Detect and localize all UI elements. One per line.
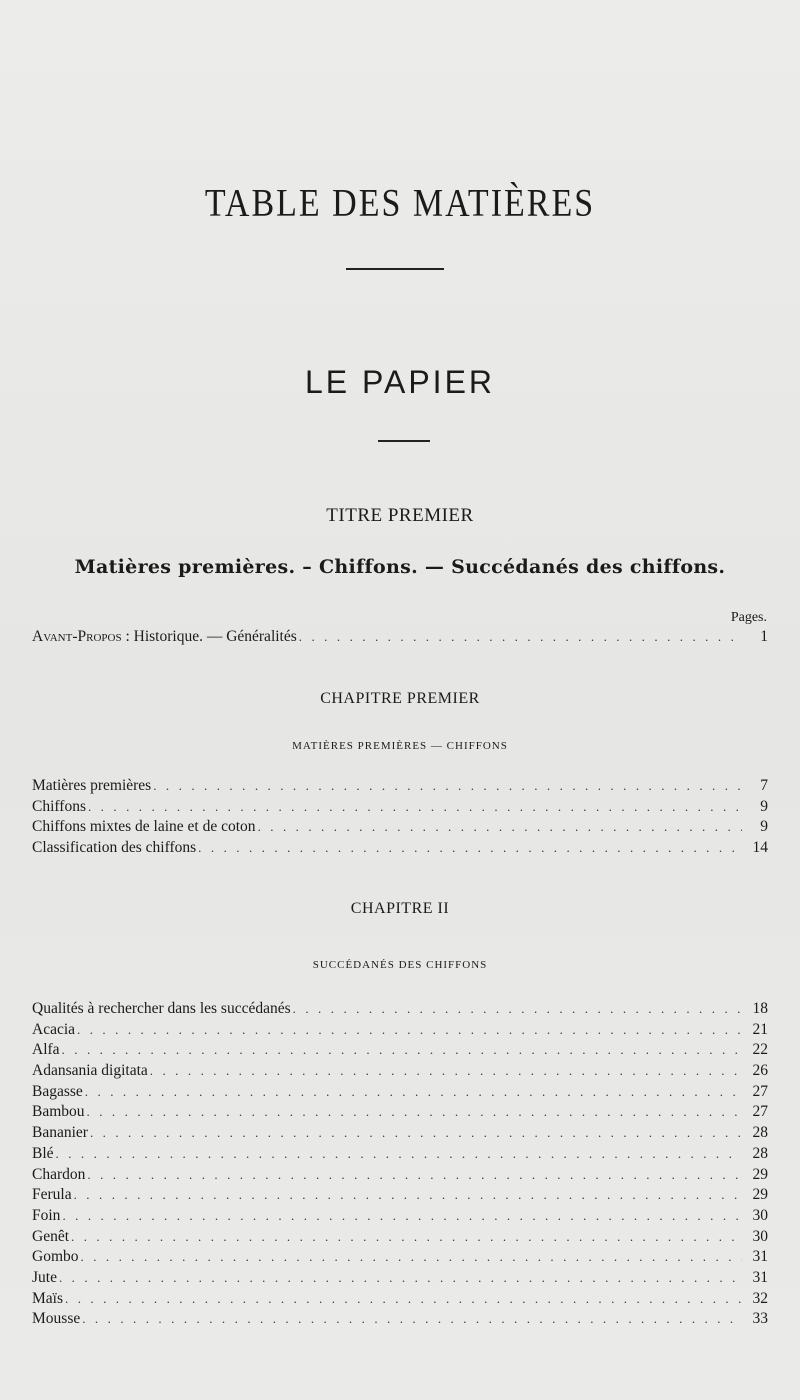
toc-page: 9 [760, 797, 768, 815]
toc-label: Genêt [32, 1227, 70, 1245]
pages-column-label: Pages. [730, 610, 767, 625]
toc-page: 27 [752, 1082, 768, 1100]
dot-leader [88, 797, 742, 818]
toc-row [32, 627, 768, 648]
toc-page: 22 [752, 1041, 768, 1059]
dot-leader [59, 1268, 742, 1289]
toc-label: Ferula [32, 1186, 72, 1204]
toc-row [32, 1206, 768, 1227]
dot-leader [62, 1040, 742, 1061]
dot-leader [87, 1102, 742, 1123]
toc-label: Gombo [32, 1248, 79, 1266]
toc-label: Chiffons [32, 797, 86, 815]
toc-label: Blé [32, 1144, 54, 1162]
toc-page: 31 [752, 1248, 768, 1266]
toc-page: 29 [752, 1165, 768, 1183]
toc-page: 31 [752, 1268, 768, 1286]
toc-page: 1 [760, 628, 768, 645]
toc-page: 28 [752, 1124, 768, 1142]
dot-leader [293, 999, 742, 1020]
toc-page: 33 [752, 1310, 768, 1328]
toc-page: 7 [760, 777, 768, 794]
toc-page: 21 [752, 1020, 768, 1038]
dot-leader [153, 776, 742, 797]
toc-row [32, 1309, 768, 1330]
dot-leader [71, 1227, 742, 1248]
toc-row [32, 776, 768, 797]
dot-leader [198, 838, 742, 859]
toc-label-smallcaps: Avant-Propos [32, 628, 122, 645]
toc-page: 29 [752, 1186, 768, 1204]
toc-row [32, 1165, 768, 1186]
toc-label: Bananier [32, 1124, 88, 1142]
dot-leader [150, 1061, 742, 1082]
toc-row [32, 1061, 768, 1082]
toc-label: Adansania digitata [32, 1062, 148, 1080]
toc-label: Mousse [32, 1310, 81, 1328]
dot-leader [90, 1123, 742, 1144]
dot-leader [56, 1144, 742, 1165]
toc-label [32, 627, 299, 648]
toc-row [32, 1020, 768, 1041]
toc-page: 26 [752, 1062, 768, 1080]
toc-label: Matières premières [32, 777, 152, 794]
dot-leader [65, 1289, 742, 1310]
dot-leader [299, 627, 742, 648]
toc-label: Foin [32, 1206, 61, 1224]
titre-subtitle: Matières premières. – Chiffons. — Succédanés des chiffons. [74, 556, 726, 578]
toc-row [32, 838, 768, 859]
toc-row [32, 1227, 768, 1248]
toc-page: 27 [752, 1103, 768, 1121]
toc-label-rest: : Historique. — Généralités [121, 628, 297, 645]
toc-label: Acacia [32, 1020, 76, 1038]
toc-row [32, 817, 768, 838]
chapter2-heading: CHAPITRE II [350, 900, 450, 917]
titre-heading: TITRE PREMIER [326, 505, 474, 526]
toc-page: 30 [752, 1206, 768, 1224]
toc-row [32, 1040, 768, 1061]
toc-page: 18 [752, 1000, 768, 1017]
toc-label: Chiffons mixtes de laine et de coton [32, 818, 256, 836]
chapter1-entries [32, 776, 768, 859]
toc-row [32, 797, 768, 818]
toc-label: Alfa [32, 1041, 60, 1059]
dot-leader [258, 817, 742, 838]
dot-leader [62, 1206, 742, 1227]
dot-leader [81, 1247, 743, 1268]
toc-label: Classification des chiffons [32, 839, 197, 857]
intro-entry [32, 627, 768, 648]
dot-leader [77, 1020, 742, 1041]
toc-row [32, 999, 768, 1020]
toc-row [32, 1102, 768, 1123]
toc-label: Maïs [32, 1289, 63, 1307]
toc-label: Jute [32, 1268, 57, 1286]
toc-row [32, 1082, 768, 1103]
toc-row [32, 1268, 768, 1289]
toc-label: Chardon [32, 1165, 86, 1183]
toc-row [32, 1289, 768, 1310]
toc-page: 30 [752, 1227, 768, 1245]
chapter1-subheading: MATIÈRES PREMIÈRES — CHIFFONS [292, 740, 508, 752]
toc-row [32, 1123, 768, 1144]
toc-page: 14 [752, 839, 768, 857]
chapter2-entries [32, 999, 768, 1330]
toc-label: Qualités à rechercher dans les succédanés [32, 1000, 291, 1017]
part-title: LE PAPIER [304, 364, 496, 400]
toc-page: 32 [752, 1289, 768, 1307]
chapter2-subheading: SUCCÉDANÉS DES CHIFFONS [312, 959, 488, 971]
toc-page: 28 [752, 1144, 768, 1162]
chapter1-heading: CHAPITRE PREMIER [320, 690, 480, 707]
part-divider [378, 440, 430, 442]
toc-page: 9 [760, 818, 768, 836]
toc-row [32, 1185, 768, 1206]
toc-label: Bambou [32, 1103, 85, 1121]
toc-row [32, 1247, 768, 1268]
dot-leader [87, 1165, 742, 1186]
toc-row [32, 1144, 768, 1165]
dot-leader [85, 1082, 742, 1103]
dot-leader [82, 1309, 742, 1330]
page-title: TABLE DES MATIÈRES [204, 182, 596, 225]
title-divider [346, 268, 444, 270]
dot-leader [74, 1185, 742, 1206]
toc-label: Bagasse [32, 1082, 83, 1100]
